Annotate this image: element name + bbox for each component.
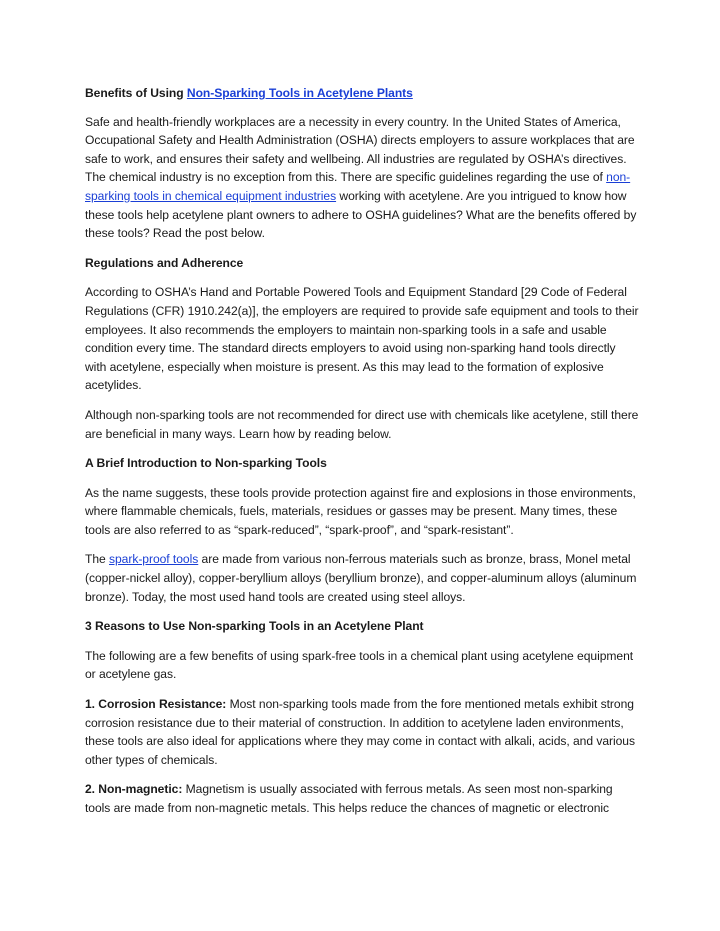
heading-regulations: Regulations and Adherence: [85, 255, 244, 270]
corrosion-paragraph: [85, 695, 640, 769]
non-magnetic-lead: 2. Non-magnetic:: [85, 782, 183, 797]
intro-text-before: Safe and health-friendly workplaces are a necessity in every country. In the United States of America, Occupational Safety and Health Administration (OSHA) directs employers to assure workplaces that are safe to work, and ensures their safety and wellbeing. All industries are regulated by OSHA’s directives. The chemical industry is no exception from this. There are specific guidelines regarding the use of: [85, 114, 635, 185]
heading-introduction: A Brief Introduction to Non-sparking Tools: [85, 456, 327, 471]
materials-text-after: are made from various non-ferrous materials such as bronze, brass, Monel metal (copper-nickel alloy), copper-beryllium alloys (beryllium bronze), and copper-aluminum alloys (aluminum bronze). Today, the most used hand tools are created using steel alloys.: [85, 552, 637, 604]
materials-text-before: The: [85, 552, 109, 567]
heading-reasons: 3 Reasons to Use Non-sparking Tools in an Acetylene Plant: [85, 619, 424, 634]
title-prefix: Benefits of Using: [85, 86, 187, 100]
intro-link[interactable]: non-sparking tools in chemical equipment industries: [85, 170, 631, 203]
spark-proof-link[interactable]: spark-proof tools: [109, 552, 199, 567]
introduction-paragraph: As the name suggests, these tools provide protection against fire and explosions in those environments, where flammable chemicals, fuels, materials, residues or gasses may be present. Many times, these tools are also referred to as “spark-reduced”, “spark-proof”, and “spark-resistant”.: [85, 485, 636, 537]
title-link[interactable]: Non-Sparking Tools in Acetylene Plants: [186, 86, 413, 100]
materials-paragraph: [85, 550, 640, 606]
corrosion-text: Most non-sparking tools made from the fore mentioned metals exhibit strong corrosion resistance due to their material of construction. In addition to acetylene laden environments, these tools are also ideal for applications where they may come in contact with alkali, acids, and various other types of chemicals.: [85, 697, 635, 767]
regulations-paragraph: According to OSHA’s Hand and Portable Powered Tools and Equipment Standard [29 Code of Federal Regulations (CFR) 1910.242(a)], the employers are required to provide safe equipment and tools to their employees. It also recommends the employers to maintain non-sparking tools in a safe and usable condition every time. The standard directs employers to avoid using non-sparking hand tools directly with acetylene, especially when moisture is present. As this may lead to the formation of explosive acetylides.: [85, 285, 639, 393]
reasons-intro-paragraph: The following are a few benefits of using spark-free tools in a chemical plant using acetylene equipment or acetylene gas.: [85, 648, 634, 682]
non-magnetic-text: Magnetism is usually associated with ferrous metals. As seen most non-sparking tools are made from non-magnetic metals. This helps reduce the chances of magnetic or electronic: [85, 782, 613, 815]
beneficial-paragraph: Although non-sparking tools are not recommended for direct use with chemicals like acetylene, still there are beneficial in many ways. Learn how by reading below.: [85, 407, 639, 441]
document-title: [85, 84, 640, 103]
intro-paragraph: [85, 113, 640, 243]
non-magnetic-paragraph: [85, 780, 640, 817]
corrosion-lead: 1. Corrosion Resistance:: [85, 697, 227, 712]
intro-text-after: working with acetylene. Are you intrigued to know how these tools help acetylene plant owners to adhere to OSHA guidelines? What are the benefits offered by these tools? Read the post below.: [85, 188, 637, 241]
